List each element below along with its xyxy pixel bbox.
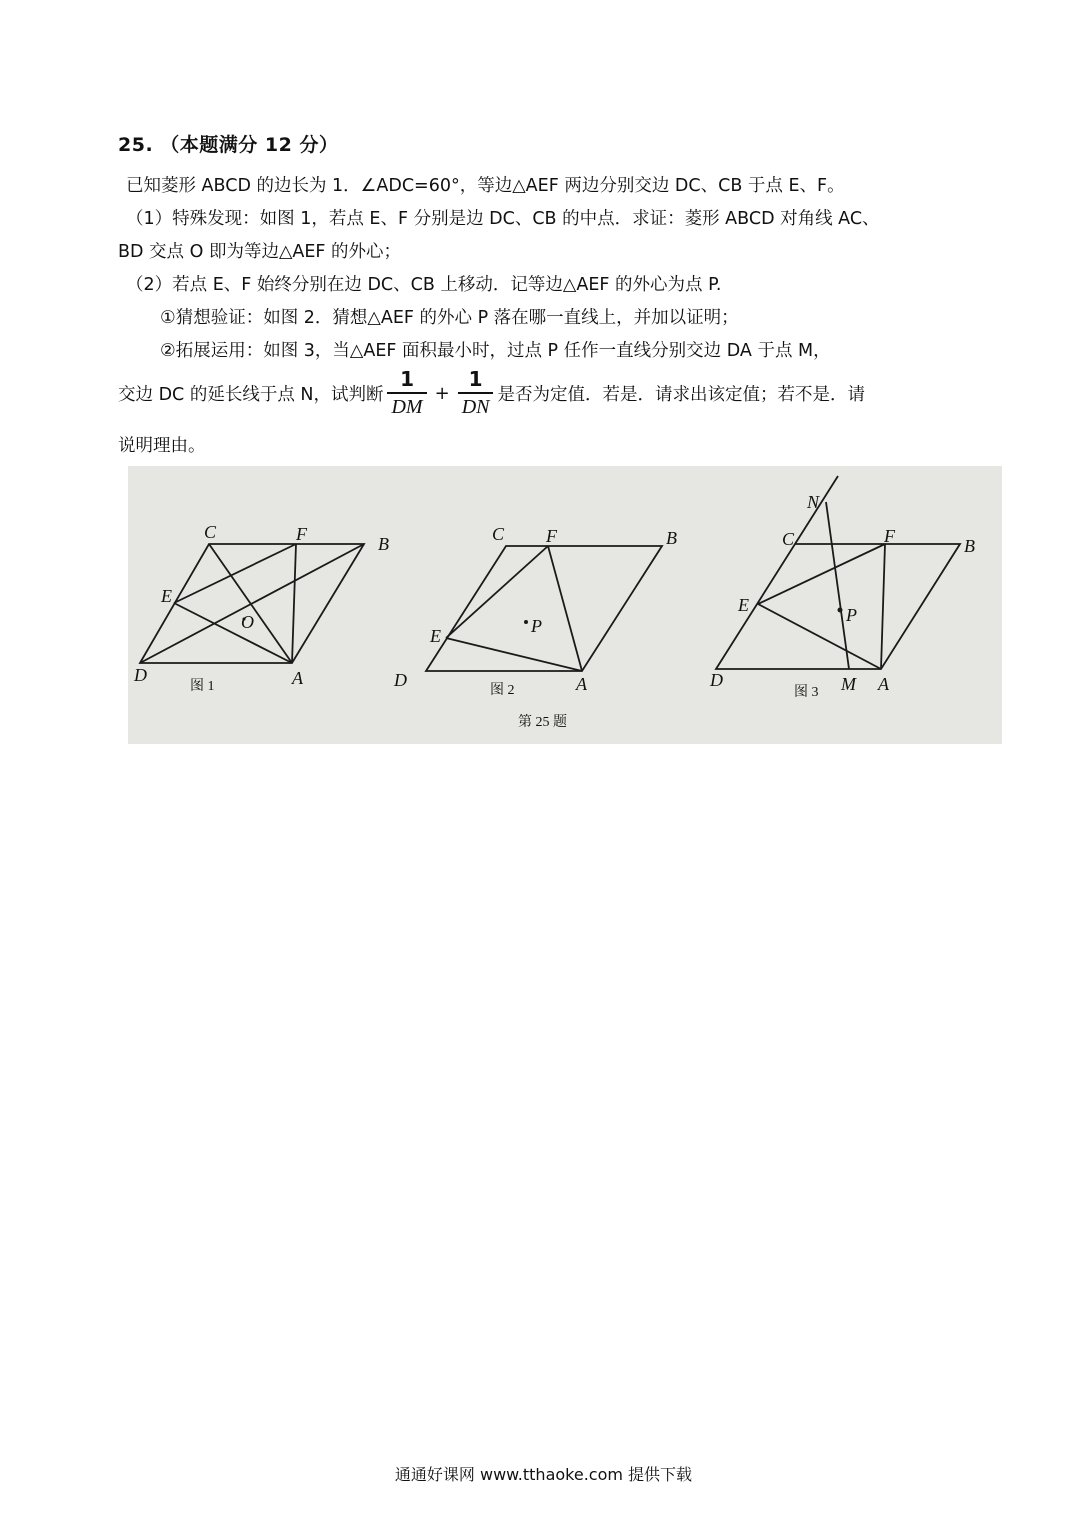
fig2-segment-ae (446, 638, 582, 671)
part2-text: （2）若点 E、F 始终分别在边 DC、CB 上移动．记等边△AEF 的外心为点 P. (126, 275, 722, 295)
fig2-label-f: F (546, 526, 557, 546)
fig2-label-d: D (394, 670, 407, 690)
plus-sign: + (434, 382, 450, 404)
fraction-2-denominator: DN (461, 396, 490, 418)
part2-sub2-text: ②拓展运用：如图 3，当△AEF 面积最小时，过点 P 任作一直线分别交边 DA 于点 M， (160, 341, 831, 361)
problem-heading: 25. （本题满分 12 分） (118, 134, 339, 156)
fig3-line-mn (826, 502, 849, 669)
fig2-label-c: C (492, 524, 505, 544)
fraction-1-over-dm (387, 368, 426, 418)
fraction-1-over-dn (458, 368, 494, 418)
fig1-caption: 图 1 (190, 679, 215, 694)
fig1-segment-af (292, 544, 296, 663)
part2-sub1-text: ①猜想验证：如图 2．猜想△AEF 的外心 P 落在哪一直线上，并加以证明； (160, 308, 739, 328)
part1-text-line2: BD 交点 O 即为等边△AEF 的外心； (118, 242, 402, 262)
fig1-label-c: C (204, 522, 217, 542)
fig3-label-d: D (710, 670, 723, 690)
fig2-caption: 图 2 (490, 683, 515, 698)
figure-3-drawing (716, 476, 960, 669)
figure-title: 第 25 题 (518, 715, 567, 730)
fig2-point-p (524, 620, 528, 624)
fig3-rhombus (716, 544, 960, 669)
fig1-label-f: F (296, 524, 307, 544)
fraction-1-bar (387, 392, 426, 394)
fig2-label-p: P (531, 616, 542, 636)
fig3-segment-af (881, 544, 885, 669)
fig3-label-f: F (884, 526, 895, 546)
figure-2-drawing (426, 546, 662, 671)
fig3-label-n: N (807, 492, 820, 512)
fig3-label-e: E (738, 595, 749, 615)
fraction-1-denominator: DM (391, 396, 423, 418)
fig3-label-p: P (846, 605, 857, 625)
fig1-label-a: A (292, 668, 303, 688)
fraction-line-after: 是否为定值．若是．请求出该定值；若不是．请 (497, 384, 865, 405)
fig2-label-b: B (666, 528, 677, 548)
fig3-segment-ae (758, 604, 881, 669)
fraction-2-bar (458, 392, 494, 394)
fraction-2-numerator: 1 (468, 367, 483, 391)
fig3-label-b: B (964, 536, 975, 556)
fraction-line (118, 368, 865, 418)
fig2-label-e: E (430, 626, 441, 646)
fig3-label-a: A (878, 674, 889, 694)
fraction-1-numerator: 1 (400, 367, 414, 391)
fig3-label-c: C (782, 529, 795, 549)
fig1-label-o: O (241, 612, 254, 632)
fig1-label-d: D (134, 665, 147, 685)
fig3-caption: 图 3 (794, 685, 819, 700)
footer-credit: 通通好课网 www.tthaoke.com 提供下载 (394, 1465, 693, 1484)
part1-text-line1: （1）特殊发现：如图 1，若点 E、F 分别是边 DC、CB 的中点．求证：菱形 ABCD 对角线 AC、 (126, 209, 880, 229)
fig2-label-a: A (576, 674, 587, 694)
part2-last-line: 说明理由。 (118, 436, 206, 456)
fig2-rhombus (426, 546, 662, 671)
fig2-segment-af (548, 546, 582, 671)
fig1-label-e: E (161, 586, 172, 606)
fig3-label-m: M (841, 674, 856, 694)
fig1-segment-ae (174, 603, 292, 663)
figure-1-drawing (140, 544, 364, 663)
fig1-label-b: B (378, 534, 389, 554)
figure-panel (128, 466, 1002, 744)
geometry-figures (128, 466, 1002, 744)
fraction-line-before: 交边 DC 的延长线于点 N，试判断 (118, 384, 384, 405)
given-text: 已知菱形 ABCD 的边长为 1．∠ADC=60°，等边△AEF 两边分别交边 DC、CB 于点 E、F。 (126, 176, 845, 196)
fig3-point-p (838, 608, 843, 613)
